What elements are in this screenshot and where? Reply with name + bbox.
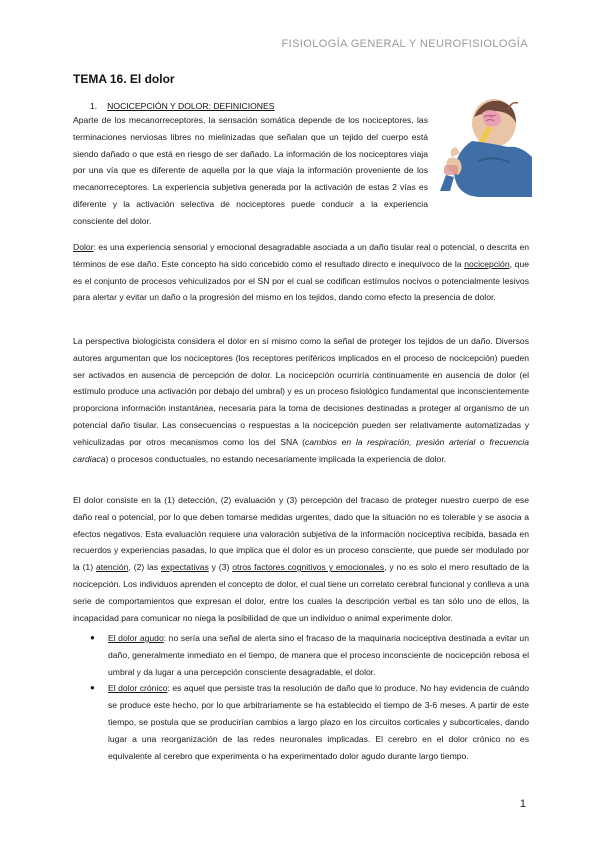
- consiste-text-d: , y no es solo el mero resultado de la nocicepción. Los individuos aprenden el concepto de dolor, el cual tiene un correlato cerebral funcional y conlleva a una serie de comportamientos que expresan el dolor, entre los cuales la descripción verbal es tan sólo uno de ellos, la incapacidad para comunicar no niega la posibilidad de que un individuo o animal experimente dolor.: [73, 562, 529, 623]
- term-factores: otros factores cognitivos y emocionales: [232, 562, 385, 573]
- bullet-icon: ●: [90, 633, 95, 642]
- dolor-agudo-text: : no sería una señal de alerta sino el fracaso de la maquinaria nociceptiva destinada a evitar un daño, generalmente inmediato en el tiempo, de manera que el proceso inconsciente de nocicepción rebosa el umbral y da lugar a una percepción consciente desagradable, el dolor.: [108, 633, 529, 677]
- term-expectativas: expectativas: [160, 562, 209, 573]
- dolor-cronico-text: : es aquel que persiste tras la resolución de daño que lo produce. No hay evidencia de cuándo se produce este hecho, por lo que arbitrariamente se ha establecido el tiempo de 3-6 meses. A partir de este tiempo, se postula que se producirían cambios a largo plazo en los circuitos corticales y subcorticales, dando lugar a una reorganización de las redes neuronales implicadas. El cerebro en el dolor crónico no es equivalente al cerebro que experimenta o ha experimentado dolor agudo durante largo tiempo.: [108, 683, 530, 761]
- consiste-text-c: y (3): [208, 562, 233, 573]
- perspectiva-italic: cambios en la respiración, presión arterial o frecuencia cardiaca: [73, 436, 529, 464]
- dolor-types-list: [88, 630, 529, 764]
- page-title: TEMA 16. El dolor: [73, 72, 175, 86]
- paragraph-dolor-consiste: [73, 492, 529, 626]
- paragraph-perspectiva-biologicista: [73, 333, 529, 467]
- section-number: 1.: [90, 101, 98, 111]
- paragraph-nociceptores: Aparte de los mecanorreceptores, la sensación somática depende de los nociceptores, las terminaciones nerviosas libres no mielinizadas que señalan que un tejido del cuerpo está siendo dañado o que está en riesgo de ser dañado. La información de los nociceptores viaja por una vía que es diferente de aquella por la que viaja la información proveniente de los mecanorreceptores. La experiencia subjetiva generada por la activación de estas 2 vías es diferente y la activación selectiva de nociceptores puede conducir a la experiencia consciente del dolor.: [73, 115, 428, 226]
- term-nocicepcion: nocicepción: [464, 258, 510, 269]
- term-atencion: atención: [95, 562, 129, 573]
- term-dolor-cronico: El dolor crónico: [108, 683, 168, 694]
- running-header: FISIOLOGÍA GENERAL Y NEUROFISIOLOGÍA: [281, 38, 528, 50]
- list-item-dolor-agudo: [88, 630, 529, 680]
- term-dolor-agudo: El dolor agudo: [108, 633, 164, 643]
- dolor-text-a: : es una experiencia sensorial y emocional desagradable asociada a un daño tisular real o potencial, o descrita en términos de ese daño. Este concepto ha sido concebido como el resultado directo e inequívoco de la: [73, 242, 529, 269]
- pain-illustration: [438, 91, 532, 197]
- page-number: 1: [519, 798, 526, 810]
- perspectiva-text-a: La perspectiva biologicista considera el dolor en sí mismo como la señal de proteger los tejidos de un daño. Diversos autores argumentan que los nociceptores (los receptores periféricos implicados en el proceso de nocicepción) pueden ser activados en ausencia de percepción de dolor. La nocicepción ocurriría continuamente en ausencia de dolor (el estímulo produce una activación por debajo del umbral) y es un proceso fisiológico fundamental que inconscientemente proporciona información instantánea, necesaria para la toma de decisiones destinadas a proteger al organismo de un potencial daño tisular. Las consecuencias o respuestas a la nocicepción pueden ser relativamente automatizadas y vehiculizadas por otros mecanismos como los del SNA (: [73, 336, 529, 447]
- paragraph-dolor-definicion: [73, 239, 529, 306]
- bullet-icon: ●: [90, 683, 95, 693]
- consiste-text-b: , (2) las: [128, 562, 161, 573]
- consiste-text-a: El dolor consiste en la (1) detección, (2) evaluación y (3) percepción del fracaso de proteger nuestro cuerpo de ese daño real o potencial, por lo que deben tomarse medidas urgentes, dado que la situación no es tolerable y se asocia a efectos negativos. Esta evaluación requiere una valoración subjetiva de la información nociceptiva recibida, basada en recuerdos y experiencias pasadas, lo que implica que el dolor es un proceso consciente, que puede ser modulado por la (1): [73, 495, 529, 573]
- list-item-dolor-cronico: [88, 680, 529, 764]
- perspectiva-text-b: ) o procesos conductuales, no estando necesariamente implicada la experiencia de dolor.: [105, 453, 447, 464]
- section-title: NOCICEPCIÓN Y DOLOR: DEFINICIONES: [107, 101, 275, 111]
- dolor-text-b: , que es el conjunto de procesos vehiculizados por el SN por el cual se codifican estímulos nocivos o potencialmente lesivos para alertar y evitar un daño o la progresión del mismo en los tejidos, dando como efecto la presencia de dolor.: [73, 258, 530, 303]
- term-dolor: Dolor: [73, 242, 94, 252]
- section-heading: [90, 101, 274, 111]
